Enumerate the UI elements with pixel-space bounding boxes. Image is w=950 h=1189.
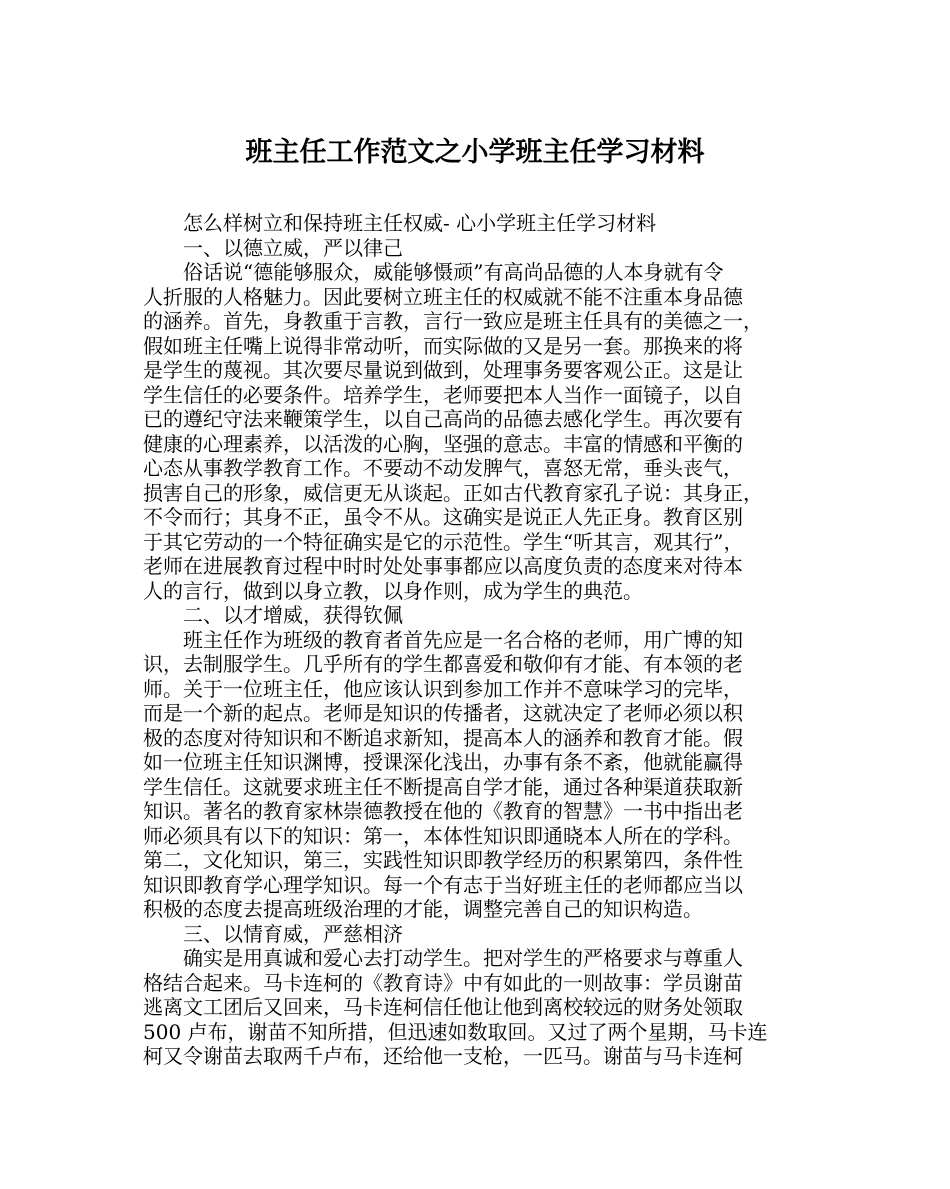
text-line: 于其它劳动的一个特征确实是它的示范性。学生“听其言，观其行”， bbox=[143, 529, 744, 554]
text-line: 损害自己的形象，威信更无从谈起。正如古代教育家孔子说：其身正， bbox=[143, 480, 763, 505]
text-line: 积极的态度去提高班级治理的才能，调整完善自己的知识构造。 bbox=[143, 897, 703, 921]
document-title: 班主任工作范文之小学班主任学习材料 bbox=[245, 137, 705, 168]
text-line: 极的态度对待知识和不断追求新知，提高本人的涵养和教育才能。假 bbox=[143, 725, 743, 750]
text-line: 人折服的人格魅力。因此要树立班主任的权威就不能不注重本身品德 bbox=[143, 284, 743, 309]
text-line: 怎么样树立和保持班主任权威- 心小学班主任学习材料 bbox=[183, 211, 657, 235]
document-body bbox=[143, 211, 813, 1069]
text-line: 学生信任。这就要求班主任不断提高自学才能，通过各种渠道获取新 bbox=[143, 774, 743, 799]
text-line: 学生信任的必要条件。培养学生，老师要把本人当作一面镜子，以自 bbox=[143, 382, 743, 407]
text-line: 是学生的蔑视。其次要尽量说到做到，处理事务要客观公正。这是让 bbox=[143, 358, 743, 382]
text-line: 知识即教育学心理学知识。每一个有志于当好班主任的老师都应当以 bbox=[143, 872, 743, 897]
text-line: 第二，文化知识，第三，实践性知识即教学经历的积累第四，条件性 bbox=[143, 848, 743, 872]
text-line: 知识。著名的教育家林崇德教授在他的《教育的智慧》一书中指出老 bbox=[143, 799, 743, 823]
text-line: 人的言行，做到以身立教，以身作则，成为学生的典范。 bbox=[143, 578, 643, 603]
text-line: 不令而行；其身不正，虽令不从。这确实是说正人先正身。教育区别 bbox=[143, 505, 743, 529]
text-line: 心态从事教学教育工作。不要动不动发脾气，喜怒无常，垂头丧气， bbox=[143, 456, 743, 480]
text-line: 格结合起来。马卡连柯的《教育诗》中有如此的一则故事：学员谢苗 bbox=[143, 970, 743, 995]
text-line: 假如班主任嘴上说得非常动听，而实际做的又是另一套。那换来的将 bbox=[143, 333, 743, 358]
text-line: 二、以才增威，获得钦佩 bbox=[183, 603, 403, 627]
text-line: 师必须具有以下的知识：第一，本体性知识即通晓本人所在的学科。 bbox=[143, 823, 743, 848]
text-line: 500 卢布，谢苗不知所措，但迅速如数取回。又过了两个星期，马卡连 bbox=[143, 1019, 768, 1044]
text-line: 一、以德立威，严以律己 bbox=[183, 235, 403, 260]
text-line: 师。关于一位班主任，他应该认识到参加工作并不意味学习的完毕， bbox=[143, 676, 743, 701]
text-line: 的涵养。首先，身教重于言教，言行一致应是班主任具有的美德之一， bbox=[143, 309, 763, 333]
text-line: 俗话说“德能够服众，威能够慑顽”有高尚品德的人本身就有令 bbox=[183, 260, 724, 284]
text-line: 柯又令谢苗去取两千卢布，还给他一支枪，一匹马。谢苗与马卡连柯 bbox=[143, 1044, 743, 1068]
text-line: 老师在进展教育过程中时时处处事事都应以高度负责的态度来对待本 bbox=[143, 554, 743, 578]
text-line: 如一位班主任知识渊博，授课深化浅出，办事有条不紊，他就能赢得 bbox=[143, 750, 743, 774]
text-line: 已的遵纪守法来鞭策学生，以自己高尚的品德去感化学生。再次要有 bbox=[143, 407, 743, 431]
text-line: 确实是用真诚和爱心去打动学生。把对学生的严格要求与尊重人 bbox=[183, 946, 743, 970]
text-line: 健康的心理素养，以活泼的心胸，坚强的意志。丰富的情感和平衡的 bbox=[143, 431, 743, 456]
text-line: 班主任作为班级的教育者首先应是一名合格的老师，用广博的知 bbox=[183, 627, 743, 652]
text-line: 而是一个新的起点。老师是知识的传播者，这就决定了老师必须以积 bbox=[143, 701, 743, 725]
text-line: 逃离文工团后又回来，马卡连柯信任他让他到离校较远的财务处领取 bbox=[143, 995, 743, 1019]
text-line: 识，去制服学生。几乎所有的学生都喜爱和敬仰有才能、有本领的老 bbox=[143, 652, 743, 676]
text-line: 三、以情育威，严慈相济 bbox=[183, 921, 403, 946]
